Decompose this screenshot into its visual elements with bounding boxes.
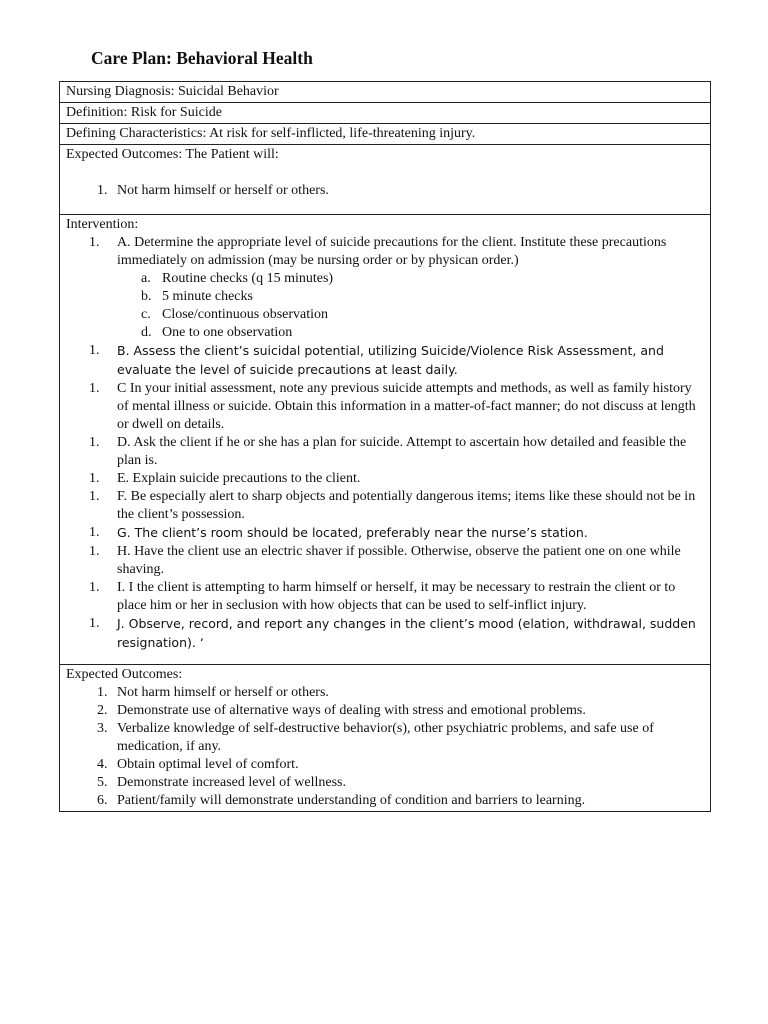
- list-item: 1. Not harm himself or herself or others.: [111, 182, 704, 200]
- list-item: 1. Not harm himself or herself or others.: [111, 684, 704, 702]
- list-item: 1. H. Have the client use an electric shaver if possible. Otherwise, observe the patient one on one while shaving.: [89, 544, 681, 577]
- list-item: 1. C In your initial assessment, note any previous suicide attempts and methods, as well as family history of mental illness or suicide. Obtain this information in a matter-of-fact manner; do not discuss at length or dwell on details.: [89, 381, 696, 432]
- list-item: 1. J. Observe, record, and report any changes in the client’s mood (elation, withdrawal, sudden resignation). ‘: [89, 616, 696, 650]
- table-row: [60, 103, 711, 124]
- table-row: [60, 215, 711, 665]
- intervention-heading: Intervention:: [66, 217, 139, 232]
- list-item: 1. A. Determine the appropriate level of suicide precautions for the client. Institute these precautions immediately on admission (may be nursing order or by physican order.) a. Routine checks (q 15 minutes) b. 5 minute checks c. Close/continuous observation d. One to one observation: [111, 234, 704, 342]
- list-item: 1. G. The client’s room should be located, preferably near the nurse’s station.: [89, 525, 588, 540]
- table-row: [60, 124, 711, 145]
- list-item: b. 5 minute checks: [141, 289, 253, 304]
- defining-characteristics-cell: Defining Characteristics: At risk for self-inflicted, life-threatening injury.: [60, 124, 711, 145]
- list-item: 5. Demonstrate increased level of wellness.: [111, 774, 704, 792]
- expected-outcomes-cell: [60, 145, 711, 215]
- list-item: c. Close/continuous observation: [141, 307, 329, 322]
- list-item: 1. D. Ask the client if he or she has a plan for suicide. Attempt to ascertain how detailed and feasible the plan is.: [89, 435, 687, 468]
- expected-outcomes-heading: Expected Outcomes:: [66, 667, 183, 682]
- table-row: [60, 145, 711, 215]
- table-row: [60, 82, 711, 103]
- list-item: 3. Verbalize knowledge of self-destructive behavior(s), other psychiatric problems, and safe use of medication, if any.: [111, 720, 704, 756]
- list-item: 1. F. Be especially alert to sharp objects and potentially dangerous items; items like these should not be in the client’s possession.: [89, 489, 696, 522]
- intervention-list: [66, 234, 704, 653]
- list-item: d. One to one observation: [141, 325, 293, 340]
- table-row: [60, 665, 711, 812]
- expected-outcomes-list: [66, 684, 704, 810]
- precaution-levels-list: [117, 270, 704, 342]
- list-item: 1. B. Assess the client’s suicidal potential, utilizing Suicide/Violence Risk Assessment, and evaluate the level of suicide precautions at least daily.: [89, 343, 664, 377]
- list-item: 1. E. Explain suicide precautions to the client.: [89, 471, 361, 486]
- list-item: a. Routine checks (q 15 minutes): [141, 271, 334, 286]
- list-item: 4. Obtain optimal level of comfort.: [111, 756, 704, 774]
- expected-outcomes-summary-cell: [60, 665, 711, 812]
- list-item: 2. Demonstrate use of alternative ways of dealing with stress and emotional problems.: [111, 702, 704, 720]
- care-plan-table: [59, 81, 711, 812]
- definition-cell: Definition: Risk for Suicide: [60, 103, 711, 124]
- list-item: 1. I. I the client is attempting to harm himself or herself, it may be necessary to restrain the client or to place him or her in seclusion with how objects that can be used to self-inflict injury.: [89, 580, 676, 613]
- list-item: 6. Patient/family will demonstrate understanding of condition and barriers to learning.: [111, 792, 704, 810]
- expected-outcomes-heading: Expected Outcomes: The Patient will:: [66, 147, 279, 162]
- page-title: Care Plan: Behavioral Health: [91, 48, 313, 68]
- intervention-cell: [60, 215, 711, 665]
- nursing-diagnosis-cell: Nursing Diagnosis: Suicidal Behavior: [60, 82, 711, 103]
- expected-outcomes-list: [66, 182, 704, 200]
